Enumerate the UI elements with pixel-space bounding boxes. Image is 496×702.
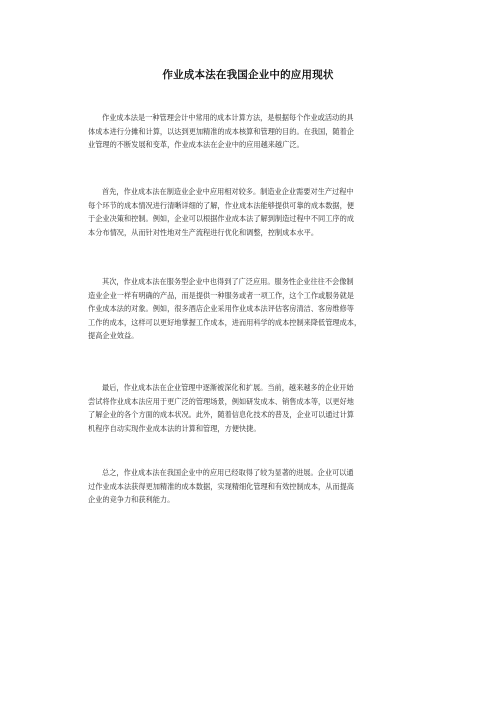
paragraph-services [88, 275, 428, 343]
paragraph-line: 作业成本法是一种管理会计中常用的成本计算方法，是根据每个作业或活动的具 [102, 113, 354, 122]
paragraph-line: 于企业决策和控制。例如，企业可以根据作业成本法了解到制造过程中不同工序的成 [88, 214, 354, 223]
paragraph-line: 提高企业效益。 [88, 331, 139, 340]
document-title: 作业成本法在我国企业中的应用现状 [162, 69, 334, 81]
paragraph-management [88, 381, 428, 435]
paragraph-line: 每个环节的成本情况进行清晰详细的了解，作业成本法能够提供可靠的成本数据，便 [88, 200, 354, 210]
paragraph-line: 业管理的不断发展和变革，作业成本法在企业中的应用越来越广泛。 [88, 140, 304, 149]
paragraph-line: 企业的竞争力和获利能力。 [88, 495, 175, 504]
paragraph-line: 最后，作业成本法在企业管理中逐渐被深化和扩展。当前，越来越多的企业开始 [102, 383, 354, 392]
paragraph-line: 其次，作业成本法在服务型企业中也得到了广泛应用。服务性企业往往不会像制 [102, 277, 354, 286]
paragraph-line: 本分布情况，从而针对性地对生产流程进行优化和调整，控制成本水平。 [88, 227, 319, 237]
paragraph-line: 首先，作业成本法在制造业企业中应用相对较多。制造业企业需要对生产过程中 [102, 187, 354, 196]
paragraph-line: 总之，作业成本法在我国企业中的应用已经取得了较为显著的进展。企业可以通 [102, 468, 354, 477]
paragraph-line: 过作业成本法获得更加精准的成本数据，实现精细化管理和有效控制成本，从而提高 [88, 481, 354, 491]
paragraph-intro [88, 111, 428, 152]
paragraph-line: 机程序自动实现作业成本法的计算和管理，方便快捷。 [88, 423, 261, 433]
paragraph-line: 工作的成本，这样可以更好地掌握工作成本，进而用科学的成本控制来降低管理成本， [88, 317, 362, 327]
paragraph-line: 体成本进行分摊和计算，以达到更加精准的成本核算和管理的目的。在我国，随着企 [88, 126, 354, 136]
paragraph-line: 作业成本法的对象。例如，很多酒店企业采用作业成本法评估客房清洁、客房维修等 [88, 304, 354, 313]
paragraph-line: 造业企业一样有明确的产品，而是提供一种服务或者一项工作，这个工作或服务就是 [88, 290, 354, 300]
paragraph-line: 尝试将作业成本法应用于更广泛的管理场景，例如研发成本、销售成本等，以更好地 [88, 396, 354, 406]
paragraph-manufacturing [88, 185, 428, 239]
paragraph-conclusion [88, 466, 428, 507]
paragraph-line: 了解企业的各个方面的成本状况。此外，随着信息化技术的普及，企业可以通过计算 [88, 410, 354, 419]
